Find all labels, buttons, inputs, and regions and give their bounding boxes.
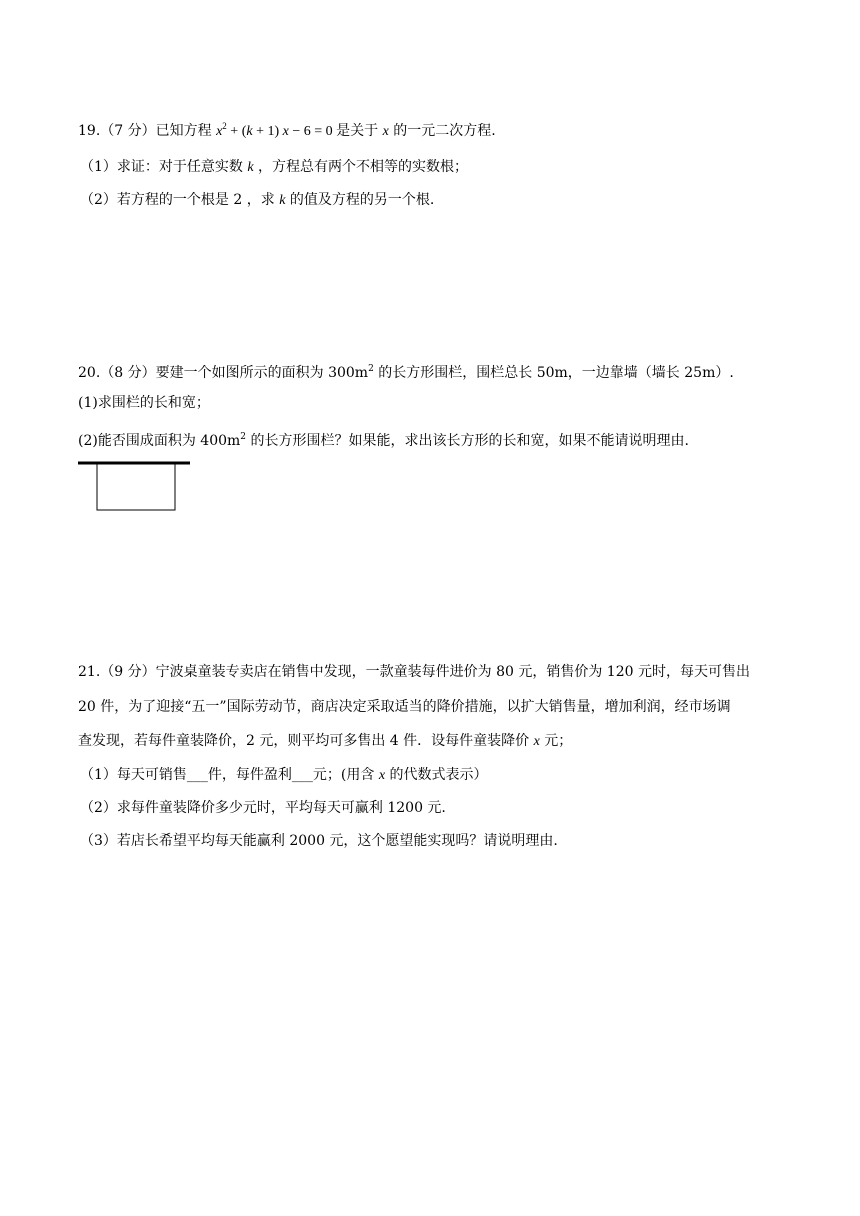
q20-stem: 20.（8 分）要建一个如图所示的面积为 $300m^2$ 的长方形围栏，围栏总长 50m，一边靠墙（墙长 25m）.: [78, 364, 734, 381]
q19-stem: 19.（7 分）已知方程 $x^2 + (k + 1) x - 6 = 0$ 是关于 x 的一元二次方程.: [78, 121, 496, 139]
q21-part3: （3）若店长希望平均每天能赢利 2000 元，这个愿望能实现吗？请说明理由.: [80, 833, 558, 849]
q21-part1: （1）每天可销售___件，每件盈利___元；(用含 x 的代数式表示）: [80, 767, 488, 783]
fence-diagram: [76, 458, 196, 516]
q21-line2: 20 件，为了迎接“五一”国际劳动节，商店决定采取适当的降价措施，以扩大销售量，增加利润，经市场调: [78, 699, 731, 715]
q19-part1: （1）求证：对于任意实数 k ，方程总有两个不相等的实数根；: [80, 159, 469, 175]
fence-rectangle: [97, 464, 175, 510]
q19-equation: $x^2 + (k + 1) x - 6 = 0$: [216, 121, 333, 139]
q21-line3: 查发现，若每件童装降价，2 元，则平均可多售出 4 件．设每件童装降价 x 元；: [78, 733, 573, 749]
q21-line1: 21.（9 分）宁波桌童装专卖店在销售中发现，一款童装每件进价为 80 元，销售价为 120 元时，每天可售出: [78, 664, 750, 680]
q21-part2: （2）求每件童装降价多少元时，平均每天可赢利 1200 元.: [80, 800, 446, 816]
q20-part1: (1)求围栏的长和宽；: [78, 395, 210, 411]
q19-part2: （2）若方程的一个根是 2 ，求 k 的值及方程的另一个根.: [80, 192, 435, 208]
q20-part2: (2)能否围成面积为 $400m^2$ 的长方形围栏？如果能，求出该长方形的长和宽，如果不能请说明理由.: [78, 432, 689, 449]
